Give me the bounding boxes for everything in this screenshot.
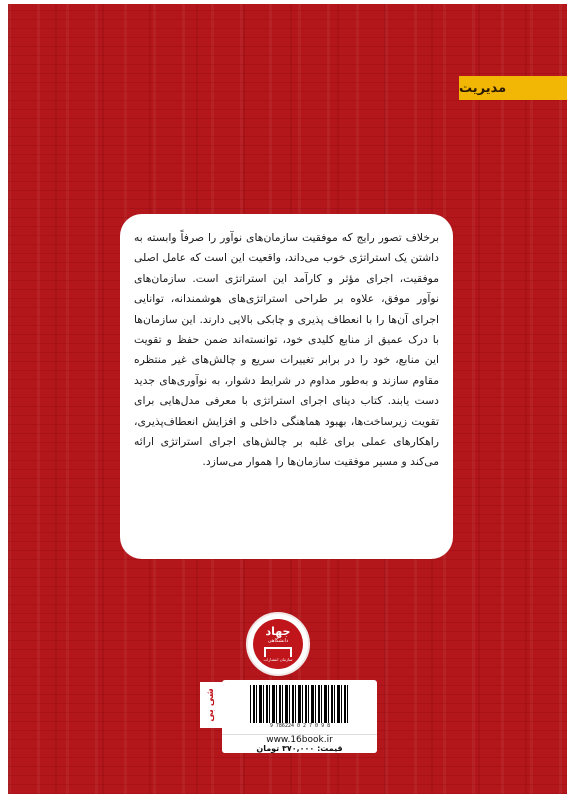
publisher-name: جهاد — [265, 624, 291, 638]
publisher-organization: سازمان انتشارات — [263, 656, 293, 662]
category-tag — [459, 76, 567, 100]
barcode-panel — [222, 680, 377, 753]
website-url: www.16book.ir — [266, 735, 333, 745]
publisher-logo — [246, 612, 310, 676]
barcode-digits: 9 786224 0 2 7 0 9 8 — [269, 723, 331, 729]
price-row — [222, 734, 377, 753]
blurb-text: برخلاف تصور رایج که موفقیت سازمان‌های نوآور را صرفاً وابسته به داشتن یک استراتژی خوب می‌داند، واقعیت این است که عامل اصلی موفقیت، اجرای مؤثر و کارآمد این استراتژی است. سازمان‌های نوآور موفق، علاوه بر طراحی استراتژی‌های هوشمندانه، توانایی اجرای آن‌ها را با انعطاف پذیری و چابکی بالایی دارند. این سازمان‌ها با درک عمیق از منابع کلیدی خود، توانسته‌اند ضمن حفظ و تقویت این منابع، خود را در برابر تغییرات سریع و چالش‌های غیر منتظره مقاوم سازند و به‌طور مداوم در شرایط دشوار، به نوآوری‌های جدید دست یابند. کتاب دینای اجرای استراتژی با معرفی مدل‌هایی برای تقویت زیرساخت‌ها، بهبود هماهنگی داخلی و افزایش انعطاف‌پذیری، راهکارهای عملی برای غلبه بر چالش‌های اجرای استراتژی ارائه می‌کند و مسیر موفقیت سازمان‌ها را هموار می‌سازد. — [134, 231, 439, 469]
barcode-icon — [250, 685, 350, 723]
distributor-logo-text: شی بی — [206, 688, 217, 722]
book-icon — [264, 647, 292, 657]
publisher-subtitle: دانشگاهی — [267, 637, 289, 644]
back-cover — [8, 4, 567, 794]
blurb-panel — [120, 214, 453, 559]
price-label: قیمت: ۳۷۰,۰۰۰ تومان — [256, 744, 343, 753]
publisher-logo-emblem — [253, 619, 303, 669]
distributor-logo — [200, 682, 222, 728]
category-label: مدیریت — [459, 80, 507, 96]
